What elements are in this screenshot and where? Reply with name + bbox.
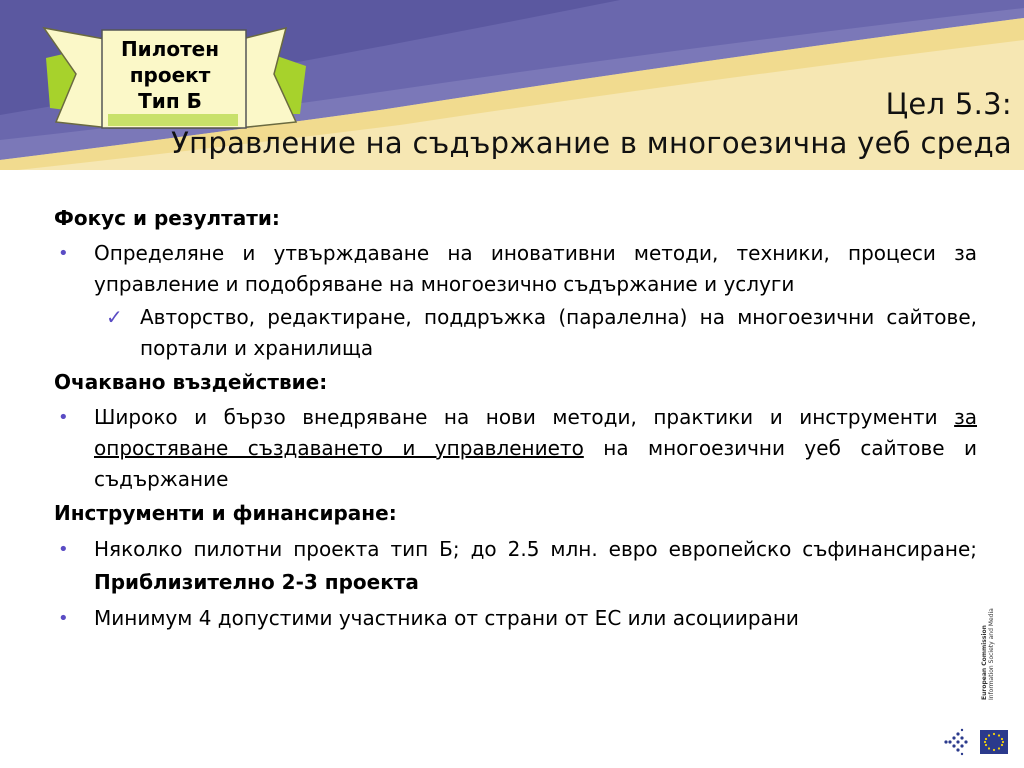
badge-line-1: Пилотен [120, 37, 220, 61]
impact-item-text-pre: Широко и бързо внедряване на нови методи, практики и инструменти [94, 405, 955, 429]
funding-heading: Инструменти и финансиране: [54, 501, 397, 525]
title-line-1: Цел 5.3: [885, 87, 1012, 121]
focus-item [54, 238, 977, 300]
funding-item-1 [54, 533, 977, 599]
ec-logo-line-2: Information Society and Media [988, 608, 995, 700]
bullet-icon: • [58, 608, 69, 629]
ec-logo-line-1: European Commission [981, 625, 988, 700]
badge-line-2: проект [129, 63, 211, 87]
impact-item [54, 402, 977, 495]
funding-item-2-text: Минимум 4 допустими участника от страни от ЕС или асоциирани [94, 606, 799, 630]
bullet-icon: • [58, 243, 69, 264]
focus-item-text: Определяне и утвърждаване на иновативни методи, техники, процеси за управление и подобряване на многоезично съдържание и услуги [94, 241, 977, 296]
funding-item-1-bold: Приблизително 2-3 проекта [94, 570, 419, 594]
impact-item-text-post: на многоезични уеб сайтове и съдържание [94, 436, 977, 491]
bullet-icon: • [58, 539, 69, 560]
slide-title [171, 85, 1012, 163]
checkmark-icon: ✓ [106, 305, 123, 329]
impact-heading: Очаквано въздействие: [54, 370, 328, 394]
european-commission-logo [940, 630, 1012, 760]
focus-subitem-text: Авторство, редактиране, поддръжка (паралелна) на многоезични сайтове, портали и хранилища [140, 305, 977, 360]
badge-line-3: Тип Б [138, 89, 202, 113]
title-line-2: Управление на съдържание в многоезична уеб среда [171, 126, 1012, 160]
slide-content [54, 200, 977, 636]
bullet-icon: • [58, 407, 69, 428]
focus-subitem [54, 302, 977, 364]
impact-item-text-underlined: за опростяване създаването и управлението [94, 405, 977, 460]
funding-item-1-text: Няколко пилотни проекта тип Б; до 2.5 млн. евро европейско съфинансиране; [94, 537, 977, 561]
focus-heading: Фокус и резултати: [54, 206, 280, 230]
funding-item-2 [54, 603, 977, 634]
ec-logo-text [981, 608, 995, 700]
